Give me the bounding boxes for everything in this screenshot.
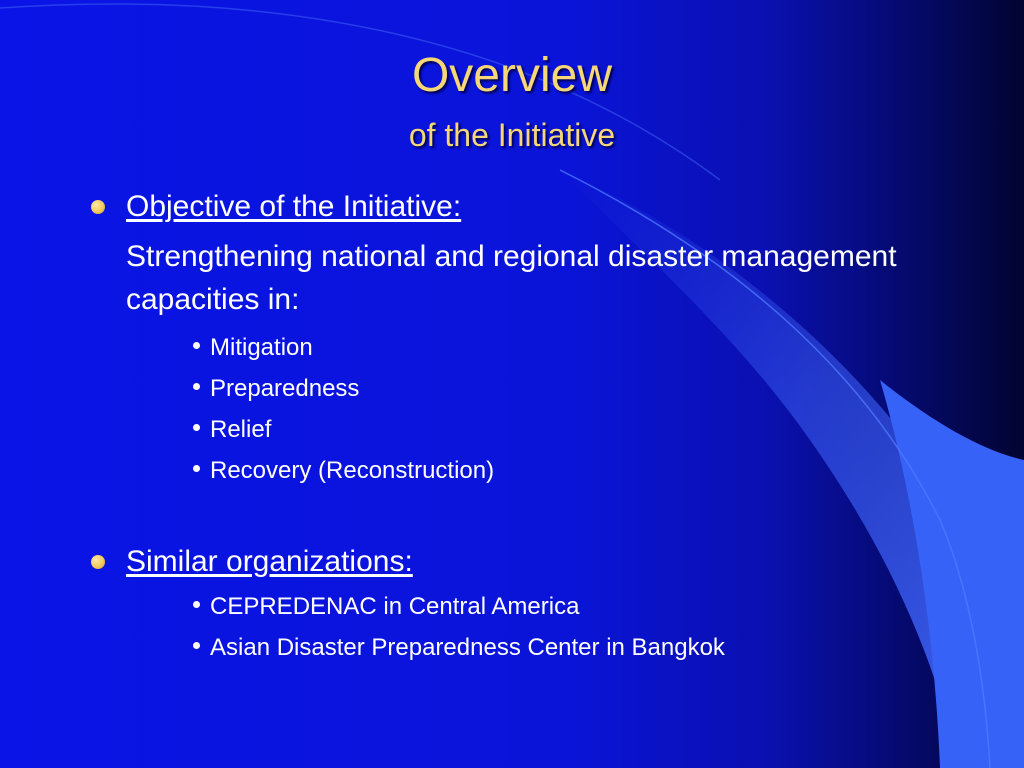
bullet-dot-icon — [193, 383, 200, 390]
list-item — [193, 633, 725, 663]
list-item — [193, 415, 271, 445]
bullet-icon — [91, 200, 105, 214]
slide-title: Overview — [411, 49, 613, 102]
bullet-dot-icon — [193, 342, 200, 349]
list-item — [193, 374, 359, 404]
list-item-label: Recovery (Reconstruction) — [210, 457, 495, 484]
list-item-label: Asian Disaster Preparedness Center in Bangkok — [210, 634, 725, 661]
list-item-label: CEPREDENAC in Central America — [210, 593, 580, 620]
slide-subtitle: of the Initiative — [408, 117, 616, 153]
list-item-label: Mitigation — [210, 334, 313, 361]
bullet-dot-icon — [193, 424, 200, 431]
bullet-dot-icon — [193, 642, 200, 649]
list-item-label: Preparedness — [210, 375, 360, 402]
list-item — [193, 456, 494, 486]
bullet-icon — [91, 555, 105, 569]
section-heading-organizations: Similar organizations: — [126, 545, 413, 578]
section-heading-objective: Objective of the Initiative: — [126, 190, 462, 223]
bullet-dot-icon — [193, 465, 200, 472]
bullet-dot-icon — [193, 601, 200, 608]
list-item — [193, 333, 313, 363]
list-item-label: Relief — [210, 416, 272, 443]
section-body-objective: Strengthening national and regional disaster management capacities in: — [126, 240, 897, 316]
list-item — [193, 592, 579, 622]
